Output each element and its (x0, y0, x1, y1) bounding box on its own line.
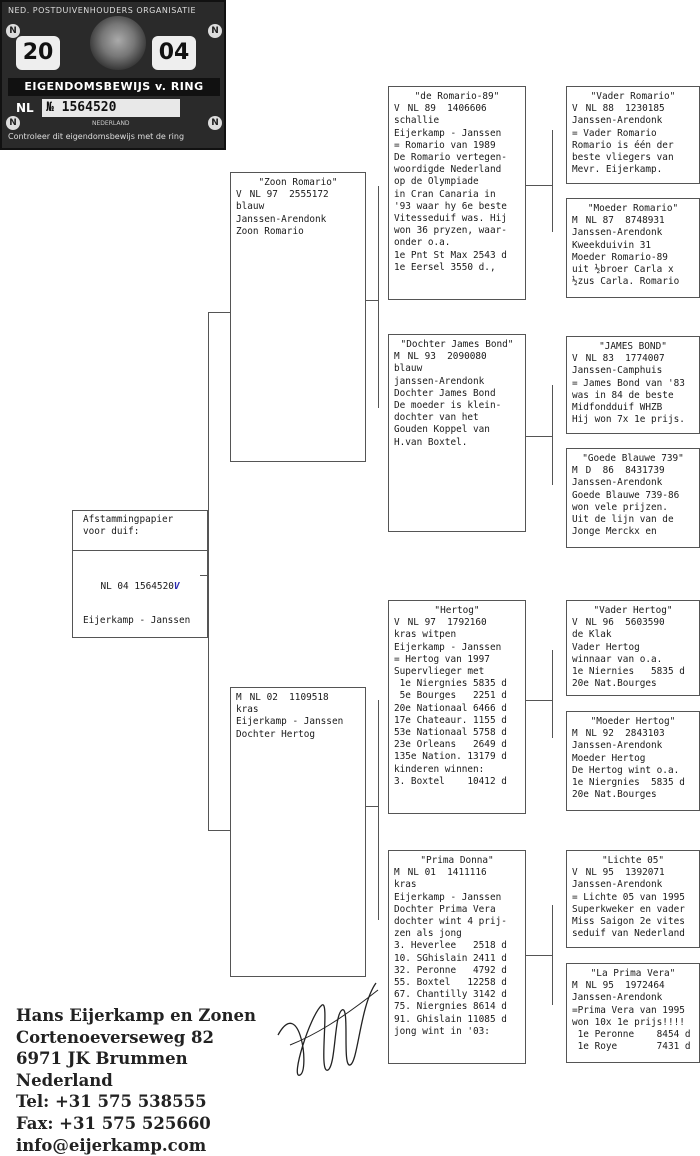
pigeon-info-line: 23e Orleans 2649 d (394, 739, 507, 751)
pigeon-card-ggp-mfm (566, 711, 700, 811)
subject-header (73, 511, 207, 551)
pigeon-info-line: Midfondduif WHZB (572, 402, 663, 414)
subject-header-line2: voor duif: (83, 526, 140, 538)
pigeon-info-line: 1e Niernies 5835 d (572, 666, 685, 678)
pigeon-card-grandsire-maternal (388, 600, 526, 814)
sex-mark: V (236, 189, 242, 201)
pigeon-name: "Lichte 05" (601, 855, 665, 866)
pigeon-info-line: 135e Nation. 13179 d (394, 751, 507, 763)
pigeon-info-line: blauw (394, 363, 423, 375)
connector-line (200, 575, 208, 576)
pigeon-info-line: Eijerkamp - Janssen (394, 127, 502, 139)
pigeon-info-line: was in 84 de beste (572, 389, 674, 401)
pigeon-card-granddam-paternal (388, 334, 526, 532)
pigeon-info-line: Janssen-Arendonk (236, 213, 327, 225)
ring-number: NL 83 1774007 (585, 353, 665, 365)
ring-banner: EIGENDOMSBEWIJS v. RING (8, 78, 220, 96)
ring-number: NL 92 2843103 (585, 728, 665, 740)
pigeon-info-line: Janssen-Arendonk (572, 992, 663, 1004)
pigeon-name: "Moeder Romario" (587, 203, 679, 214)
pigeon-info-line: kinderen winnen: (394, 763, 485, 775)
pigeon-info-line: 1e Peronne 8454 d (572, 1029, 691, 1041)
pigeon-info-line: '93 waar hy 6e beste (394, 200, 507, 212)
pigeon-info-line: Janssen-Arendonk (572, 740, 663, 752)
pigeon-card-grandsire-paternal (388, 86, 526, 300)
pigeon-info-line: blauw (236, 201, 265, 213)
address-name: Hans Eijerkamp en Zonen (16, 1006, 256, 1025)
pigeon-info-line: 20e Nationaal 6466 d (394, 702, 507, 714)
pigeon-card-ggp-fff (566, 86, 700, 184)
pigeon-info-line: H.van Boxtel. (394, 436, 468, 448)
sex-mark: M (236, 692, 242, 703)
pigeon-info-line: dochter wint 4 prij- (394, 916, 507, 928)
sex-mark: M (572, 980, 578, 992)
signature-icon (270, 975, 380, 1085)
pigeon-card-ggp-mmm (566, 963, 700, 1063)
connector-line (378, 186, 379, 408)
pigeon-info-line: Dochter Hertog (236, 728, 316, 740)
pigeon-info-line: Kweekduivin 31 (572, 239, 652, 251)
pigeon-info-line: kras (394, 879, 417, 891)
pigeon-name: "Hertog" (434, 605, 480, 616)
pigeon-info-line: beste vliegers van (572, 152, 674, 164)
connector-line (526, 436, 552, 437)
subject-ring-row (73, 581, 207, 593)
pigeon-info-line: winnaar van o.a. (572, 653, 663, 665)
pigeon-info-line: woordigde Nederland (394, 164, 502, 176)
subject-header-line1: Afstammingpapier (83, 514, 174, 525)
pigeon-info-line: janssen-Arendonk (394, 375, 485, 387)
ring-number: NL 88 1230185 (585, 103, 665, 115)
ring-corner-dot-icon: N (208, 116, 222, 130)
pigeon-info-line: schallie (394, 115, 440, 127)
sex-mark: V (572, 617, 578, 629)
pigeon-info-line: 20e Nat.Bourges (572, 789, 657, 801)
pigeon-info-line: won vele prijzen. (572, 501, 668, 513)
pigeon-info-line: Dochter Prima Vera (394, 903, 496, 915)
pigeon-info-line: Zoon Romario (236, 225, 304, 237)
pigeon-name: "Moeder Hertog" (590, 716, 676, 727)
pigeon-info-line: Supervlieger met (394, 666, 485, 678)
pigeon-info-line: zen als jong (394, 928, 462, 940)
pigeon-info-line: 20e Nat.Bourges (572, 678, 657, 690)
pigeon-info-line: Dochter James Bond (394, 387, 496, 399)
pigeon-info-line: Romario is één der (572, 139, 674, 151)
pigeon-info-line: 5e Bourges 2251 d (394, 690, 507, 702)
pigeon-card-ggp-mff (566, 600, 700, 696)
pigeon-info-line: in Cran Canaria in (394, 188, 496, 200)
sex-mark: M (394, 867, 400, 879)
pigeon-name: "Vader Hertog" (593, 605, 673, 616)
connector-line (208, 312, 209, 830)
pigeon-info-line: op de Olympiade (394, 176, 479, 188)
pigeon-info-line: Janssen-Camphuis (572, 365, 663, 377)
pigeon-info-line: = Lichte 05 van 1995 (572, 891, 685, 903)
pigeon-info-line: =Prima Vera van 1995 (572, 1004, 685, 1016)
subject-owner: Eijerkamp - Janssen (83, 615, 191, 627)
pigeon-name: "Zoon Romario" (258, 177, 338, 188)
connector-line (366, 300, 378, 301)
pigeon-info-line: uit ½broer Carla x (572, 264, 674, 276)
pigeon-card-ggp-mmf (566, 850, 700, 948)
pigeon-info-line: onder o.a. (394, 237, 451, 249)
pigeon-info-line: 1e Roye 7431 d (572, 1041, 691, 1053)
pigeon-card-ggp-fmf (566, 336, 700, 434)
pigeon-info-line: 75. Niergnies 8614 d (394, 1001, 507, 1013)
ring-year-right: 04 (152, 36, 196, 70)
pigeon-info-line: Gouden Koppel van (394, 424, 490, 436)
pigeon-info-line: = James Bond van '83 (572, 377, 685, 389)
ring-sub-label: NEDERLAND (92, 120, 130, 127)
pigeon-info-line: Mevr. Eijerkamp. (572, 164, 663, 176)
pigeon-info-line: = Hertog van 1997 (394, 653, 490, 665)
connector-line (208, 830, 230, 831)
sex-mark: M (572, 465, 578, 477)
pigeon-info-line: = Romario van 1989 (394, 139, 496, 151)
address-fax: Fax: +31 575 525660 (16, 1113, 211, 1133)
pigeon-info-line: Uit de lijn van de (572, 514, 674, 526)
sex-mark: M (572, 215, 578, 227)
connector-line (378, 700, 379, 920)
ring-number: NL 95 1972464 (585, 980, 665, 992)
pigeon-card-ggp-ffm (566, 198, 700, 298)
pigeon-info-line: jong wint in '03: (394, 1025, 490, 1037)
pigeon-name: "Goede Blauwe 739" (582, 453, 684, 464)
pigeon-info-line: won 10x 1e prijs!!!! (572, 1016, 685, 1028)
ring-number: NL 89 1406606 (407, 103, 487, 115)
connector-line (366, 806, 378, 807)
address-country: Nederland (16, 1070, 113, 1090)
pigeon-info-line: 3. Heverlee 2518 d (394, 940, 507, 952)
pigeon-info-line: Jonge Merckx en (572, 526, 657, 538)
pigeon-info-line: De Hertog wint o.a. (572, 764, 680, 776)
pigeon-info-line: Vitesseduif was. Hij (394, 213, 507, 225)
pigeon-info-line: Janssen-Arendonk (572, 879, 663, 891)
pigeon-name: "Vader Romario" (590, 91, 676, 102)
address-city: 6971 JK Brummen (16, 1049, 188, 1069)
pigeon-info-line: 3. Boxtel 10412 d (394, 775, 507, 787)
pigeon-info-line: Goede Blauwe 739-86 (572, 489, 680, 501)
pigeon-name: "de Romario-89" (414, 91, 500, 102)
ring-number: NL 01 1411116 (407, 867, 487, 879)
connector-line (526, 955, 552, 956)
address-phone: Tel: +31 575 538555 (16, 1092, 207, 1112)
pigeon-info-line: 1e Niergnies 5835 d (572, 777, 685, 789)
pigeon-info-line: kras witpen (394, 629, 457, 641)
pigeon-name: "Prima Donna" (420, 855, 494, 866)
pigeon-info-line: Eijerkamp - Janssen (394, 891, 502, 903)
pigeon-info-line: Superkweker en vader (572, 903, 685, 915)
sex-mark: V (394, 617, 400, 629)
connector-line (552, 650, 553, 738)
pigeon-info-line: Moeder Romario-89 (572, 251, 668, 263)
pigeon-info-line: kras (236, 704, 259, 716)
pigeon-info-line: Eijerkamp - Janssen (394, 641, 502, 653)
pigeon-info-line: ½zus Carla. Romario (572, 276, 680, 288)
ring-number: NL 93 2090080 (407, 351, 487, 363)
ring-number: NL 95 1392071 (585, 867, 665, 879)
connector-line (552, 385, 553, 485)
subject-pigeon-box (72, 510, 208, 638)
sex-mark: V (572, 353, 578, 365)
ring-control-text: Controleer dit eigendomsbewijs met de ring (8, 132, 185, 141)
pigeon-info-line: Hij won 7x 1e prijs. (572, 414, 685, 426)
pigeon-card-mother (230, 687, 366, 977)
ring-number: NL 02 1109518 (249, 692, 329, 703)
pigeon-info-line: Janssen-Arendonk (572, 115, 663, 127)
sex-mark: V (572, 867, 578, 879)
ring-year-left: 20 (16, 36, 60, 70)
pigeon-info-line: seduif van Nederland (572, 928, 685, 940)
ring-corner-dot-icon: N (6, 116, 20, 130)
lion-emblem-icon (90, 16, 146, 70)
ring-ownership-card (0, 0, 226, 150)
ring-organization: NED. POSTDUIVENHOUDERS ORGANISATIE (8, 6, 197, 15)
pigeon-info-line: de Klak (572, 629, 612, 641)
connector-line (526, 700, 552, 701)
address-street: Cortenoeverseweg 82 (16, 1027, 214, 1047)
pigeon-info-line: De Romario vertegen- (394, 152, 507, 164)
ring-country: NL (16, 101, 34, 115)
pigeon-info-line: won 36 pryzen, waar- (394, 225, 507, 237)
pigeon-info-line: Eijerkamp - Janssen (236, 716, 344, 728)
pigeon-info-line: Janssen-Arendonk (572, 227, 663, 239)
pigeon-info-line: 1e Niergnies 5835 d (394, 678, 507, 690)
pigeon-info-line: 32. Peronne 4792 d (394, 964, 507, 976)
pigeon-info-line: dochter van het (394, 412, 479, 424)
connector-line (552, 905, 553, 1005)
ring-number: NL 96 5603590 (585, 617, 665, 629)
pigeon-info-line: De moeder is klein- (394, 400, 502, 412)
address-email[interactable]: info@eijerkamp.com (16, 1135, 207, 1155)
ring-number: D 86 8431739 (585, 465, 665, 477)
pigeon-name: "Dochter James Bond" (400, 339, 514, 350)
connector-line (208, 312, 230, 313)
pigeon-info-line: 55. Boxtel 12258 d (394, 977, 507, 989)
pigeon-info-line: 91. Ghislain 11085 d (394, 1013, 507, 1025)
connector-line (552, 130, 553, 232)
connector-line (526, 185, 552, 186)
sex-mark: M (394, 351, 400, 363)
ring-number: NL 87 8748931 (585, 215, 665, 227)
pigeon-info-line: Janssen-Arendonk (572, 477, 663, 489)
subject-ring: NL 04 1564520 (100, 581, 174, 592)
pigeon-info-line: = Vader Romario (572, 127, 657, 139)
breeder-address (16, 1005, 256, 1156)
pigeon-name: "JAMES BOND" (599, 341, 667, 352)
pigeon-card-ggp-fmm (566, 448, 700, 548)
pigeon-name: "La Prima Vera" (590, 968, 676, 979)
ring-number: NL 97 1792160 (407, 617, 487, 629)
pigeon-card-father (230, 172, 366, 462)
pigeon-info-line: 53e Nationaal 5758 d (394, 727, 507, 739)
pigeon-info-line: 1e Pnt St Max 2543 d (394, 249, 507, 261)
ring-number: № 1564520 (42, 99, 180, 117)
sex-mark: V (572, 103, 578, 115)
pigeon-info-line: Vader Hertog (572, 641, 640, 653)
pigeon-info-line: 67. Chantilly 3142 d (394, 989, 507, 1001)
ring-corner-dot-icon: N (6, 24, 20, 38)
pigeon-info-line: Moeder Hertog (572, 752, 646, 764)
ring-corner-dot-icon: N (208, 24, 222, 38)
pigeon-card-granddam-maternal (388, 850, 526, 1064)
pigeon-info-line: 1e Eersel 3550 d., (394, 261, 496, 273)
sex-mark: V (394, 103, 400, 115)
pigeon-info-line: 10. SGhislain 2411 d (394, 952, 507, 964)
sex-mark: M (572, 728, 578, 740)
pigeon-info-line: Miss Saigon 2e vites (572, 916, 685, 928)
ring-number: NL 97 2555172 (249, 189, 329, 201)
check-mark-icon: V (173, 581, 180, 592)
pigeon-info-line: 17e Chateaur. 1155 d (394, 714, 507, 726)
